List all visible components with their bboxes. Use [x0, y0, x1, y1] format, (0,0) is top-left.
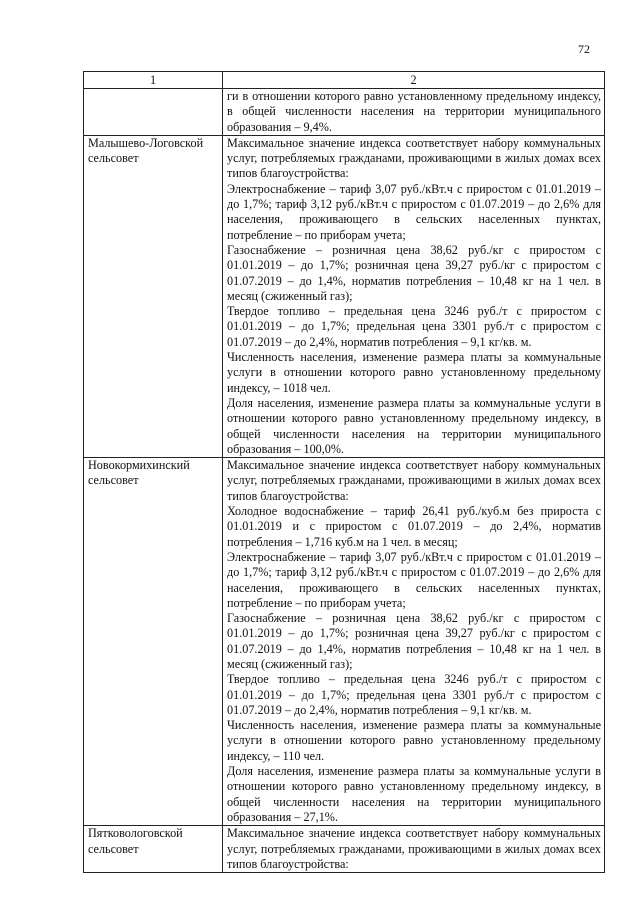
paragraph: Максимальное значение индекса соответствует набору коммунальных услуг, потребляемых гражданами, проживающими в жилых домах всех типов благоустройства:: [227, 135, 601, 181]
paragraph: Максимальное значение индекса соответствует набору коммунальных услуг, потребляемых гражданами, проживающими в жилых домах всех типов благоустройства:: [227, 826, 601, 871]
table-row: [84, 826, 605, 873]
description-cell: [223, 89, 605, 136]
description-cell: [223, 826, 605, 873]
region-cell: Малышево-Логовской сельсовет: [84, 135, 223, 457]
paragraph: Газоснабжение – розничная цена 38,62 руб./кг с приростом с 01.01.2019 – до 1,7%; розничная цена 39,27 руб./кг с приростом с 01.07.2019 – до 1,4%, норматив потребления – 10,48 кг на 1 чел. в месяц (сжиженный газ);: [227, 611, 601, 671]
column-header-1: 1: [84, 72, 223, 89]
paragraph: Доля населения, изменение размера платы за коммунальные услуги в отношении которого равно установленному предельному индексу, в общей численности населения на территории муниципального образования – 100,0%.: [227, 395, 601, 456]
region-cell: Новокормихинский сельсовет: [84, 458, 223, 826]
header-row: [84, 72, 605, 89]
paragraph: Электроснабжение – тариф 3,07 руб./кВт.ч с приростом с 01.01.2019 – до 1,7%; тариф 3,12 руб./кВт.ч с приростом с 01.07.2019 – до 2,6% для населения, проживающего в сельских населенных пунктах, потребление – по приборам учета;: [227, 181, 601, 242]
page-number: 72: [578, 42, 590, 56]
table-row: [84, 89, 605, 136]
column-header-2: 2: [223, 72, 605, 89]
paragraph: Холодное водоснабжение – тариф 26,41 руб./куб.м без прироста с 01.01.2019 и с приростом с 01.07.2019 – до 2,4%, норматив потребления – 1,716 куб.м на 1 чел. в месяц;: [227, 504, 601, 549]
table-row: [84, 135, 605, 457]
paragraph: Максимальное значение индекса соответствует набору коммунальных услуг, потребляемых гражданами, проживающими в жилых домах всех типов благоустройства:: [227, 458, 601, 503]
region-cell: Пятковологовской сельсовет: [84, 826, 223, 873]
paragraph: ги в отношении которого равно установленному предельному индексу, в общей численности населения на территории муниципального образования – 9,4%.: [227, 89, 601, 134]
paragraph: Твердое топливо – предельная цена 3246 руб./т с приростом с 01.01.2019 – до 1,7%; предельная цена 3301 руб./т с приростом с 01.07.2019 – до 2,4%, норматив потребления – 9,1 кг/кв. м.: [227, 672, 601, 717]
paragraph: Доля населения, изменение размера платы за коммунальные услуги в отношении которого равно установленному предельному индексу, в общей численности населения на территории муниципального образования – 27,1%.: [227, 764, 601, 824]
table-row: [84, 458, 605, 826]
description-cell: [223, 458, 605, 826]
paragraph: Твердое топливо – предельная цена 3246 руб./т с приростом с 01.01.2019 – до 1,7%; предельная цена 3301 руб./т с приростом с 01.07.2019 – до 2,4%, норматив потребления – 9,1 кг/кв. м.: [227, 304, 601, 349]
paragraph: Численность населения, изменение размера платы за коммунальные услуги в отношении которого равно установленному предельному индексу, – 110 чел.: [227, 718, 601, 763]
paragraph: Газоснабжение – розничная цена 38,62 руб./кг с приростом с 01.01.2019 – до 1,7%; розничная цена 39,27 руб./кг с приростом с 01.07.2019 – до 1,4%, норматив потребления – 10,48 кг на 1 чел. в месяц (сжиженный газ);: [227, 242, 601, 303]
paragraph: Электроснабжение – тариф 3,07 руб./кВт.ч с приростом с 01.01.2019 – до 1,7%; тариф 3,12 руб./кВт.ч с приростом с 01.07.2019 – до 2,6% для населения, проживающего в сельских населенных пунктах, потребление – по приборам учета;: [227, 549, 601, 610]
region-cell: [84, 89, 223, 136]
description-cell: [223, 135, 605, 457]
index-table: [83, 71, 605, 873]
paragraph: Численность населения, изменение размера платы за коммунальные услуги в отношении которого равно установленному предельному индексу, – 1018 чел.: [227, 350, 601, 395]
